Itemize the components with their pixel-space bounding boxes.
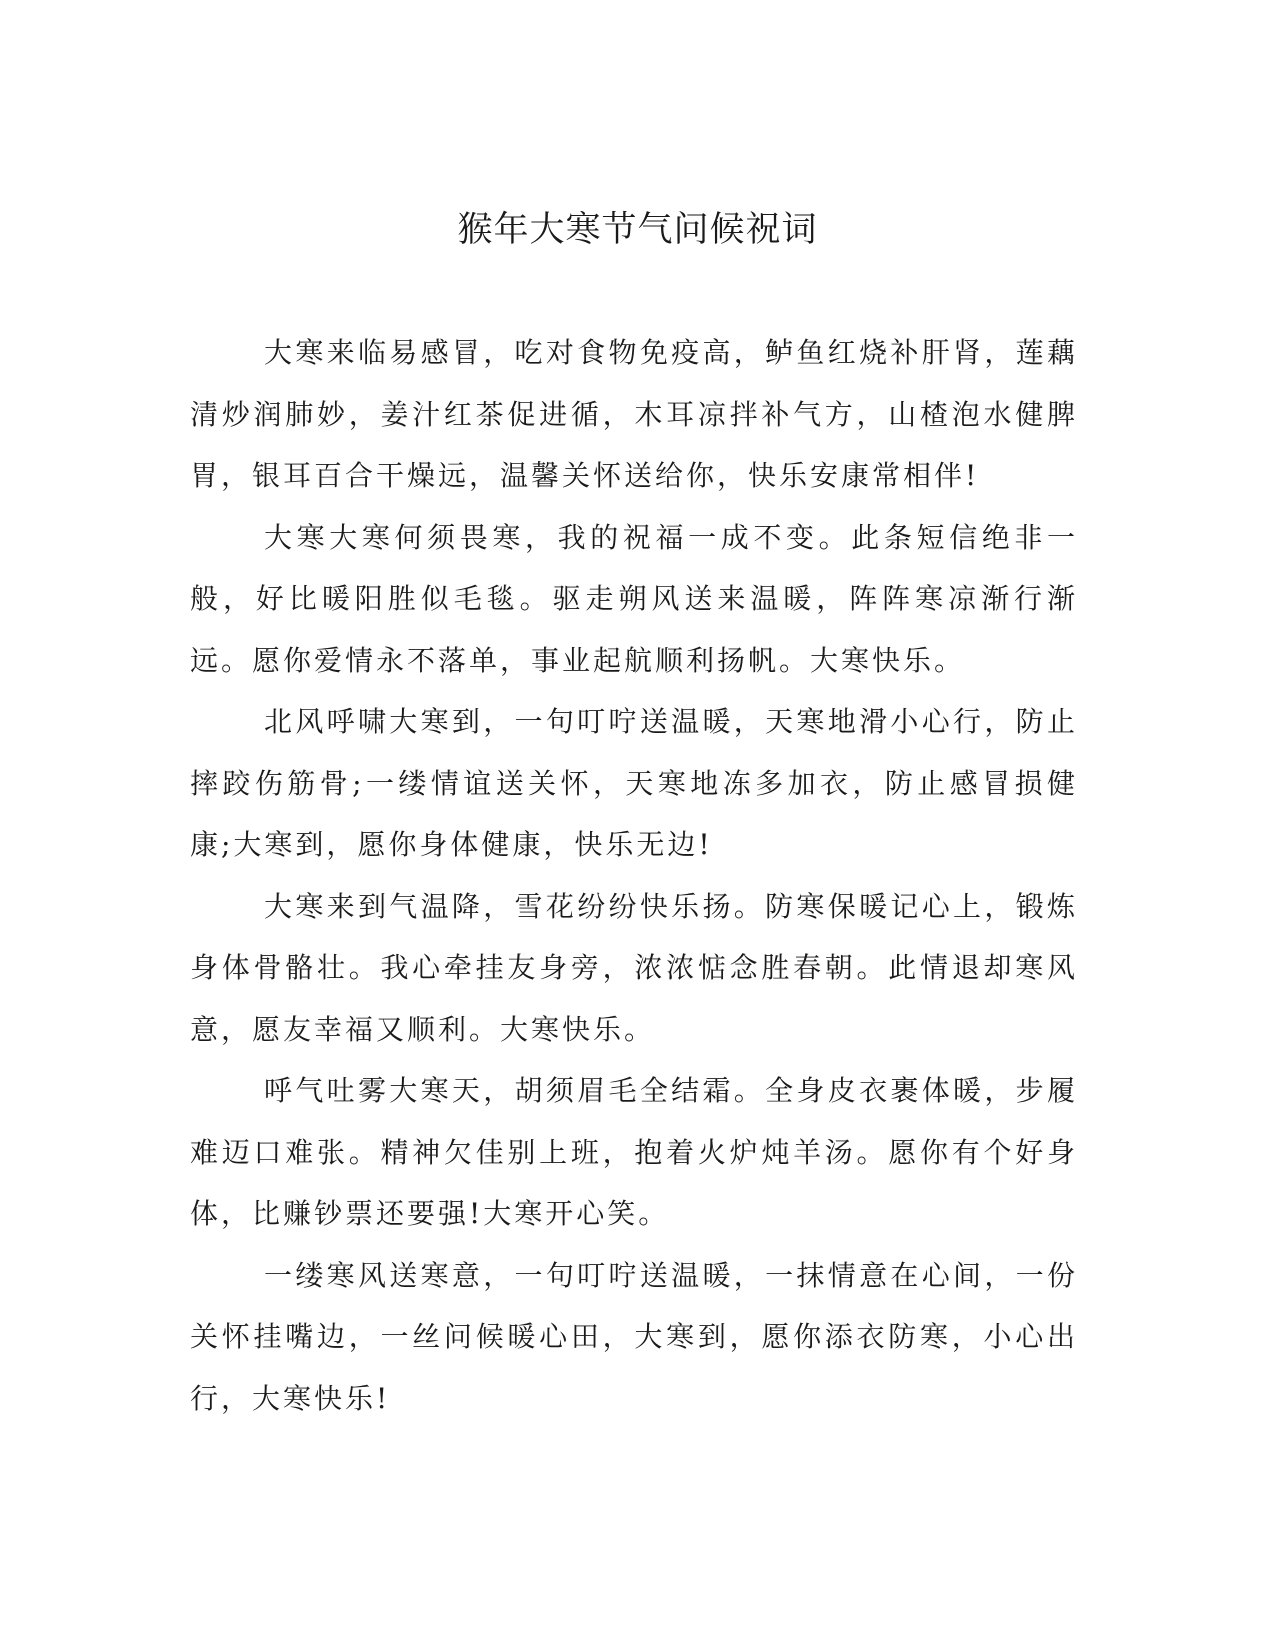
paragraph-4: 大寒来到气温降，雪花纷纷快乐扬。防寒保暖记心上，锻炼身体骨骼壮。我心牵挂友身旁，浓浓惦念胜春朝。此情退却寒风意，愿友幸福又顺利。大寒快乐。 (190, 889, 1078, 1046)
paragraph-3: 北风呼啸大寒到，一句叮咛送温暖，天寒地滑小心行，防止摔跤伤筋骨;一缕情谊送关怀，天寒地冻多加衣，防止感冒损健康;大寒到，愿你身体健康，快乐无边! (190, 705, 1078, 861)
paragraph-6: 一缕寒风送寒意，一句叮咛送温暖，一抹情意在心间，一份关怀挂嘴边，一丝问候暖心田，大寒到，愿你添衣防寒，小心出行，大寒快乐! (190, 1258, 1078, 1415)
paragraph-2: 大寒大寒何须畏寒，我的祝福一成不变。此条短信绝非一般，好比暖阳胜似毛毯。驱走朔风送来温暖，阵阵寒凉渐行渐远。愿你爱情永不落单，事业起航顺利扬帆。大寒快乐。 (190, 520, 1078, 677)
document-title: 猴年大寒节气问候祝词 (457, 210, 818, 250)
paragraph-1: 大寒来临易感冒，吃对食物免疫高，鲈鱼红烧补肝肾，莲藕清炒润肺妙，姜汁红茶促进循，木耳凉拌补气方，山楂泡水健脾胃，银耳百合干燥远，温馨关怀送给你，快乐安康常相伴! (190, 336, 1078, 492)
paragraph-5: 呼气吐雾大寒天，胡须眉毛全结霜。全身皮衣裹体暖，步履难迈口难张。精神欠佳别上班，抱着火炉炖羊汤。愿你有个好身体，比赚钞票还要强!大寒开心笑。 (190, 1074, 1078, 1230)
document-body (190, 322, 1078, 1429)
